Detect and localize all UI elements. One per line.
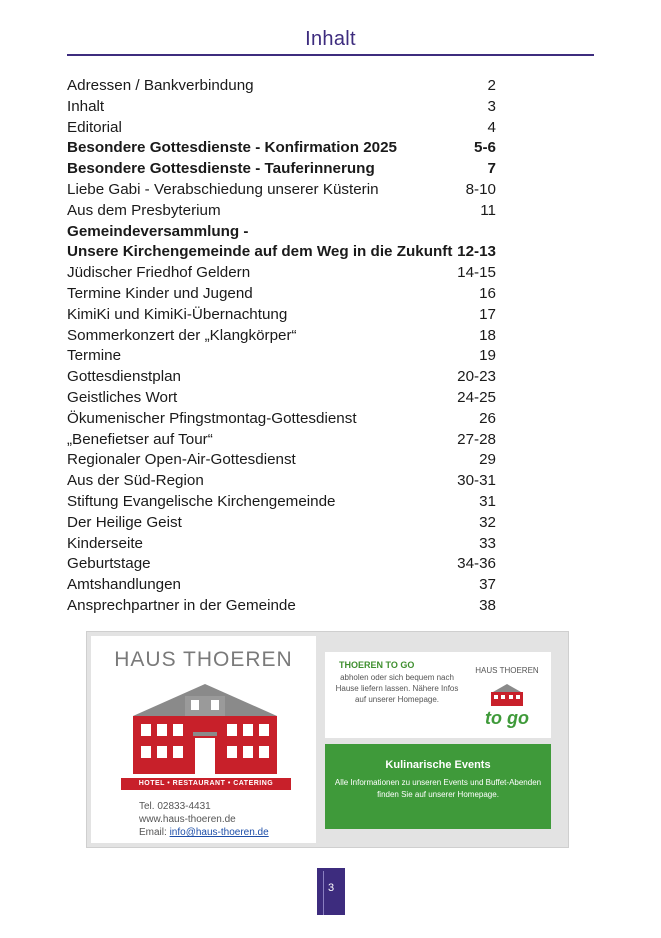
toc-entry [67, 305, 496, 326]
hotel-building-illustration [123, 676, 287, 776]
toc-entry [67, 367, 496, 388]
toc-entry-title: Aus der Süd-Region [67, 472, 204, 490]
toc-entry-page: 26 [479, 409, 496, 427]
toc-entry [67, 76, 496, 97]
toc-entry-title: Der Heilige Geist [67, 513, 182, 531]
toc-entry [67, 201, 496, 222]
toc-entry-title: Besondere Gottesdienste - Tauferinnerung [67, 160, 375, 178]
ad-email-label: Email: [139, 827, 167, 838]
toc-entry-title: KimiKi und KimiKi-Übernachtung [67, 305, 288, 323]
page-number: 3 [327, 882, 335, 894]
toc-entry [67, 430, 496, 451]
toc-entry-title: Jüdischer Friedhof Geldern [67, 264, 251, 282]
toc-entry [67, 118, 496, 139]
toc-entry [67, 534, 496, 555]
toc-entry-title: Inhalt [67, 97, 105, 115]
toc-entry-page: 11 [480, 201, 496, 219]
ad-email-line [139, 826, 269, 839]
toc-entry-title: Geistliches Wort [67, 388, 178, 406]
toc-entry [67, 513, 496, 534]
ad-email-link[interactable]: info@haus-thoeren.de [169, 827, 269, 838]
toc-entry-page: 18 [479, 326, 496, 344]
toc-entry-title: Besondere Gottesdienste - Konfirmation 2025 [67, 139, 397, 157]
events-description: Alle Informationen zu unseren Events und Buffet-Abenden finden Sie auf unserer Homepage. [334, 778, 542, 799]
ad-events-panel [325, 744, 551, 829]
toc-entry-title: Unsere Kirchengemeinde auf dem Weg in die Zukunft [67, 243, 453, 261]
ad-to-go-panel [325, 652, 551, 738]
toc-entry-page: 3 [487, 97, 496, 115]
toc-entry [67, 284, 496, 305]
toc-entry-title: Aus dem Presbyterium [67, 201, 221, 219]
toc-entry [67, 492, 496, 513]
toc-entry-page: 2 [487, 77, 496, 94]
togo-brand: HAUS THOEREN [475, 666, 539, 675]
toc-entry [67, 242, 496, 263]
toc-entry-page: 29 [479, 451, 496, 469]
toc-entry-title: Geburtstage [67, 555, 151, 573]
toc-entry-page: 4 [487, 118, 496, 136]
toc-entry [67, 346, 496, 367]
toc-entry-title: Sommerkonzert der „Klangkörper“ [67, 326, 297, 344]
ad-contact-block [139, 800, 269, 839]
toc-entry-title: Editorial [67, 118, 122, 136]
ad-website[interactable]: www.haus-thoeren.de [139, 814, 236, 825]
togo-description: abholen oder sich bequem nach Hause liefern lassen. Nähere Infos auf unserer Homepage. [335, 673, 459, 704]
toc-entry-title: Ansprechpartner in der Gemeinde [67, 596, 296, 614]
togo-title: THOEREN TO GO [339, 660, 415, 670]
page-number-tab [317, 868, 345, 915]
toc-entry-page: 24-25 [457, 388, 496, 406]
toc-entry-title: Termine [67, 347, 122, 365]
toc-entry-page: 14-15 [457, 264, 496, 282]
toc-entry-page: 34-36 [457, 555, 496, 573]
toc-entry-page: 20-23 [457, 368, 496, 386]
toc-entry-title: „Benefietser auf Tour“ [67, 430, 213, 448]
toc-entry [67, 138, 496, 159]
toc-entry [67, 97, 496, 118]
toc-entry [67, 388, 496, 409]
toc-entry [67, 263, 496, 284]
toc-entry-title: Regionaler Open-Air-Gottesdienst [67, 451, 296, 469]
toc-entry-page: 30-31 [457, 472, 496, 490]
toc-entry [67, 575, 496, 596]
svg-text:to go: to go [485, 708, 529, 728]
toc-entry [67, 554, 496, 575]
toc-entry-page: 5-6 [474, 139, 496, 157]
toc-entry-title: Gottesdienstplan [67, 368, 181, 386]
ad-left-panel [91, 636, 316, 843]
toc-entry-page: 33 [479, 534, 496, 552]
toc-entry [67, 409, 496, 430]
toc-entry-title: Stiftung Evangelische Kirchengemeinde [67, 492, 336, 510]
toc-entry-page: 27-28 [457, 430, 496, 448]
toc-entry-page: 32 [479, 513, 496, 531]
page-title: Inhalt [305, 28, 356, 50]
toc-entry-title: Gemeindeversammlung - [67, 222, 249, 240]
toc-entry [67, 596, 496, 617]
ad-phone: Tel. 02833-4431 [139, 801, 211, 812]
advertisement-haus-thoeren [86, 631, 569, 848]
to-go-logo-icon [475, 682, 539, 728]
ad-brand-name: HAUS THOEREN [114, 648, 293, 671]
toc-entry-title: Adressen / Bankverbindung [67, 77, 254, 94]
toc-entry-title: Termine Kinder und Jugend [67, 284, 253, 302]
toc-entry-title: Amtshandlungen [67, 576, 181, 594]
toc-entry-page: 19 [479, 347, 496, 365]
toc-entry-page: 37 [479, 576, 496, 594]
toc-entry-title: Liebe Gabi - Verabschiedung unserer Küsterin [67, 180, 379, 198]
toc-entry [67, 222, 496, 243]
toc-entry-page: 12-13 [457, 243, 496, 261]
ad-services-strip: HOTEL • RESTAURANT • CATERING [121, 778, 291, 790]
toc-entry-page: 16 [479, 284, 496, 302]
toc-entry-title: Ökumenischer Pfingstmontag-Gottesdienst [67, 409, 357, 427]
toc-entry [67, 180, 496, 201]
toc-entry [67, 326, 496, 347]
toc-entry-title: Kinderseite [67, 534, 143, 552]
events-title: Kulinarische Events [385, 759, 491, 771]
toc-entry [67, 159, 496, 180]
toc-entry-page: 17 [479, 305, 496, 323]
title-divider [67, 54, 594, 56]
toc-entry-page: 38 [479, 596, 496, 614]
toc-entry [67, 471, 496, 492]
toc-entry [67, 450, 496, 471]
table-of-contents [67, 76, 496, 617]
toc-entry-page: 31 [479, 492, 496, 510]
toc-entry-page: 7 [487, 160, 496, 178]
toc-entry-page: 8-10 [465, 180, 496, 198]
